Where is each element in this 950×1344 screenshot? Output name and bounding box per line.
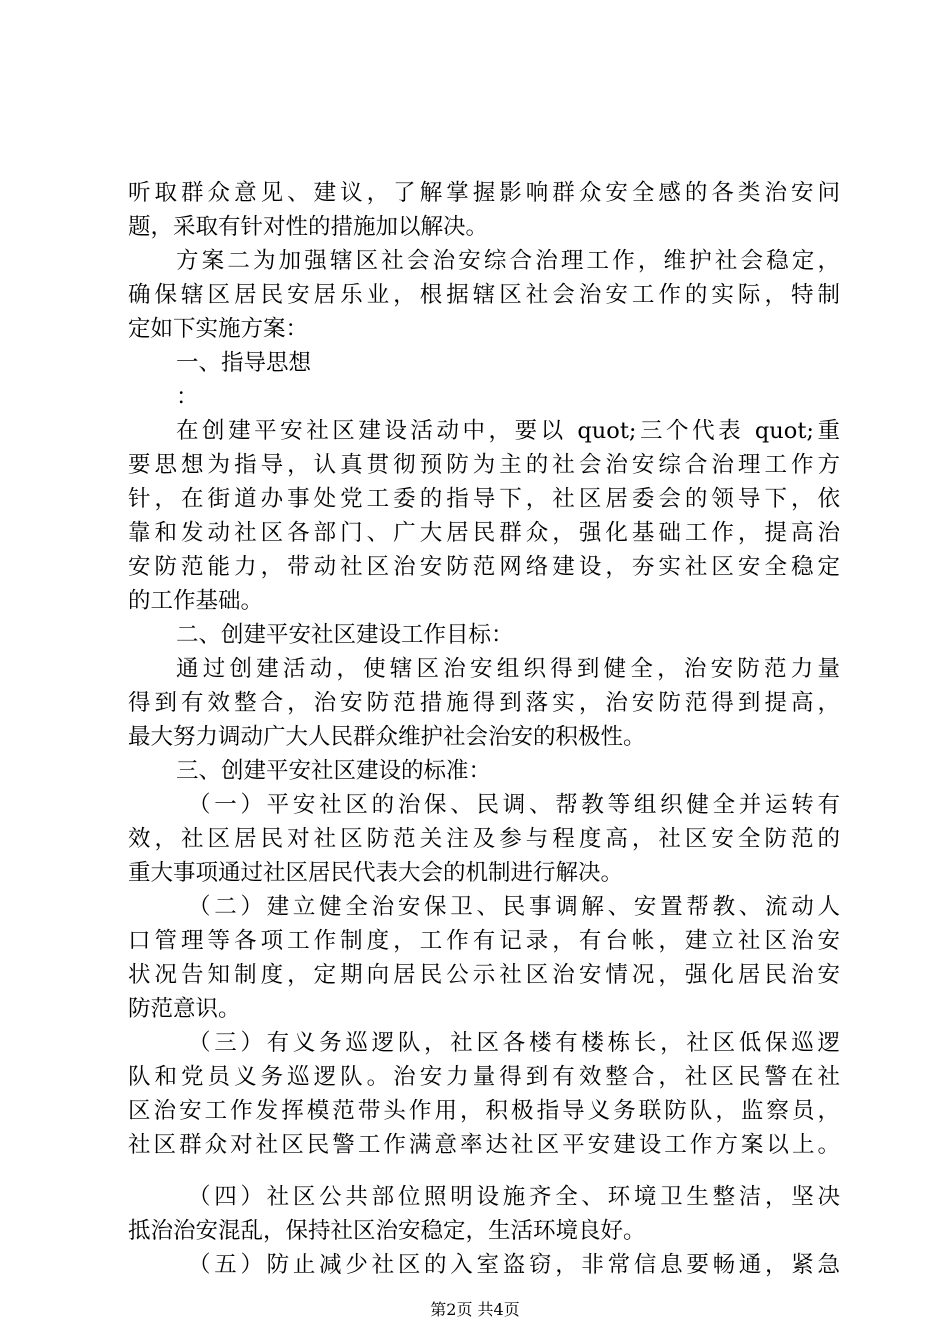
text-line: 状况告知制度，定期向居民公示社区治安情况，强化居民治安 bbox=[128, 962, 840, 988]
text-line: 社区群众对社区民警工作满意率达社区平安建设工作方案以上。 bbox=[128, 1132, 840, 1158]
text-line: （二）建立健全治安保卫、民事调解、安置帮教、流动人 bbox=[188, 894, 840, 920]
text-line: 方案二为加强辖区社会治安综合治理工作，维护社会稳定， bbox=[176, 248, 840, 274]
text-line: 题，采取有针对性的措施加以解决。 bbox=[128, 214, 489, 240]
text-line: 口管理等各项工作制度，工作有记录，有台帐，建立社区治安 bbox=[128, 928, 840, 954]
text-line: 抵治治安混乱，保持社区治安稳定，生活环境良好。 bbox=[128, 1218, 646, 1244]
section-heading: 二、创建平安社区建设工作目标： bbox=[176, 622, 514, 648]
text-line: 在创建平安社区建设活动中，要以 quot;三个代表 quot;重 bbox=[176, 418, 840, 444]
text-line: （四）社区公共部位照明设施齐全、环境卫生整洁，坚决 bbox=[188, 1184, 840, 1210]
text-line: 区治安工作发挥模范带头作用，积极指导义务联防队，监察员， bbox=[128, 1098, 840, 1124]
text-line: 安防范能力，带动社区治安防范网络建设，夯实社区安全稳定 bbox=[128, 554, 840, 580]
text-line: （一）平安社区的治保、民调、帮教等组织健全并运转有 bbox=[188, 792, 840, 818]
section-heading: 一、指导思想 bbox=[176, 350, 312, 376]
text-line: （五）防止减少社区的入室盗窃，非常信息要畅通，紧急 bbox=[188, 1252, 840, 1278]
text-line: 最大努力调动广大人民群众维护社会治安的积极性。 bbox=[128, 724, 646, 750]
text-line: 通过创建活动，使辖区治安组织得到健全，治安防范力量 bbox=[176, 656, 840, 682]
text-line: ： bbox=[176, 384, 199, 410]
section-heading: 三、创建平安社区建设的标准： bbox=[176, 758, 492, 784]
text-line: （三）有义务巡逻队，社区各楼有楼栋长，社区低保巡逻 bbox=[188, 1030, 840, 1056]
page-number-footer: 第2页 共4页 bbox=[430, 1300, 520, 1319]
text-line: 的工作基础。 bbox=[128, 588, 264, 614]
text-line: 针，在街道办事处党工委的指导下，社区居委会的领导下，依 bbox=[128, 486, 840, 512]
text-line: 听取群众意见、建议，了解掌握影响群众安全感的各类治安问 bbox=[128, 180, 840, 206]
text-line: 确保辖区居民安居乐业，根据辖区社会治安工作的实际，特制 bbox=[128, 282, 840, 308]
text-line: 防范意识。 bbox=[128, 996, 241, 1022]
text-line: 得到有效整合，治安防范措施得到落实，治安防范得到提高， bbox=[128, 690, 840, 716]
text-line: 要思想为指导，认真贯彻预防为主的社会治安综合治理工作方 bbox=[128, 452, 840, 478]
text-line: 定如下实施方案： bbox=[128, 316, 309, 342]
text-line: 效，社区居民对社区防范关注及参与程度高，社区安全防范的 bbox=[128, 826, 840, 852]
text-line: 重大事项通过社区居民代表大会的机制进行解决。 bbox=[128, 860, 624, 886]
text-line: 队和党员义务巡逻队。治安力量得到有效整合，社区民警在社 bbox=[128, 1064, 840, 1090]
text-line: 靠和发动社区各部门、广大居民群众，强化基础工作，提高治 bbox=[128, 520, 840, 546]
